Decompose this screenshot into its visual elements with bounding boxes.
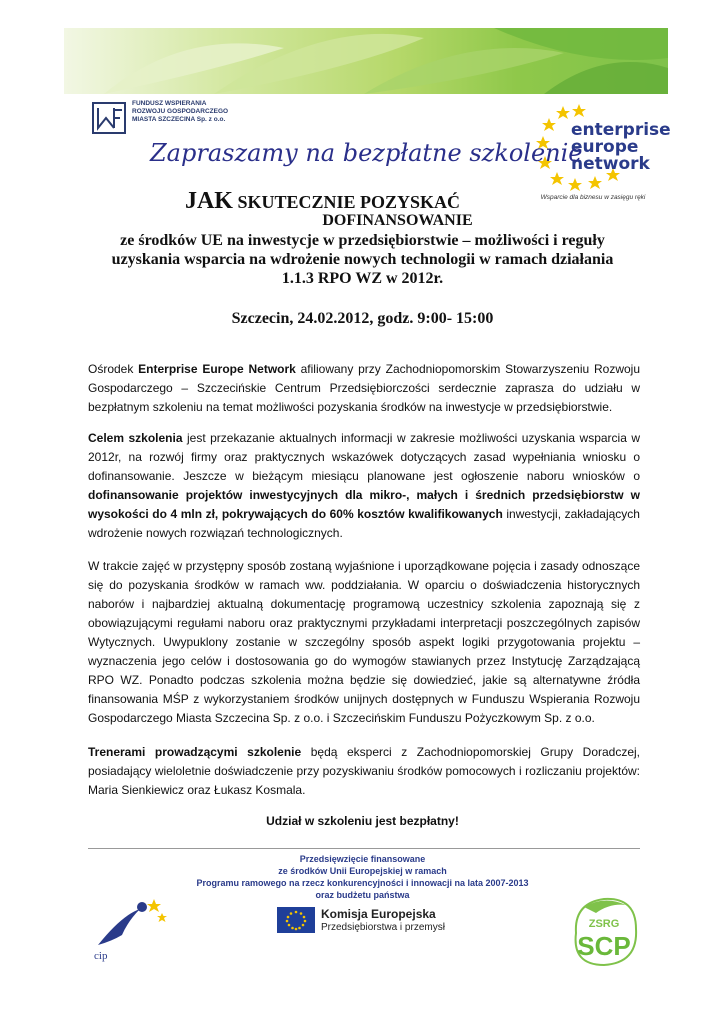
title-line-3: ze środków UE na inwestycje w przedsiębiorstwie – możliwości i reguły	[120, 232, 605, 249]
paragraph-goal	[88, 429, 640, 543]
funding-line-4: oraz budżetu państwa	[315, 890, 410, 900]
title-line-2: DOFINANSOWANIE	[322, 212, 473, 229]
ke-name: Komisja Europejska	[321, 907, 436, 921]
cip-label: cip	[94, 950, 108, 962]
p1-b: Enterprise Europe Network	[138, 362, 296, 376]
funding-line-3: Programu ramowego na rzecz konkurencyjności i innowacji na lata 2007-2013	[196, 878, 529, 888]
p2-c: dofinansowanie projektów inwestycyjnych dla mikro-, małych i średnich przedsiębiorstw w wysokości do 4 mln zł, pokrywających do 60% kosztów kwalifikowanych	[88, 488, 640, 521]
funding-line-2: ze środków Unii Europejskiej w ramach	[278, 866, 447, 876]
paragraph-intro	[88, 360, 640, 417]
cip-logo	[92, 895, 172, 965]
ke-subtitle: Przedsiębiorstwa i przemysł	[321, 922, 445, 933]
title-line-1-rest: SKUTECZNIE POZYSKAĆ	[232, 192, 461, 212]
cip-figure-icon	[92, 895, 172, 965]
fundusz-line-2: ROZWOJU GOSPODARCZEGO	[132, 108, 229, 115]
title-line-4: uzyskania wsparcia na wdrożenie nowych technologii w ramach działania	[111, 251, 614, 268]
zsrg-scp-icon	[566, 893, 642, 969]
scp-label: SCP	[577, 931, 631, 961]
leaf-pattern	[64, 28, 668, 94]
ke-logo	[277, 907, 477, 937]
invite-heading: Zapraszamy na bezpłatne szkolenie	[150, 139, 583, 167]
funding-line-1: Przedsięwzięcie finansowane	[299, 854, 426, 864]
zsrg-label: ZSRG	[588, 918, 620, 930]
paragraph-trainers	[88, 743, 640, 800]
paragraph-details: W trakcie zajęć w przystępny sposób zostaną wyjaśnione i uporządkowane pojęcia i zasady odnoszące się do pozyskania środków w ramach ww. poddziałania. W oparciu o doświadczenia historycznych naborów i najbardziej aktualną dokumentację programową uczestnicy szkolenia zapoznają się z obowiązującymi regułami naboru oraz praktycznymi przykładami interpretacji poszczególnych zapisów Wytycznych. Uwypuklony zostanie w szczególny sposób aspekt logiki przygotowania projektu – wyznaczenia jego celów i dostosowania go do wymogów stawianych przez Instytucję Zarządzającą RPO WZ. Ponadto podczas szkolenia można będzie się dowiedzieć, jakie są alternatywne źródła finansowania MŚP z wykorzystaniem środków unijnych dostępnych w Funduszu Wspierania Rozwoju Gospodarczego Miasta Szczecina Sp. z o.o. i Szczecińskim Funduszu Pożyczkowym Sp. z o.o.	[88, 559, 640, 725]
p4-b: będą eksperci z Zachodniopomorskiej Grupy Doradczej, posiadający wieloletnie doświadczenie przy pozyskiwaniu środków pomocowych i rozliczaniu projektów: Maria Sienkiewicz oraz Łukasz Kosmala.	[88, 745, 641, 797]
een-tagline: Wsparcie dla biznesu w zasięgu ręki	[540, 194, 646, 201]
eu-flag-icon	[277, 907, 315, 933]
p2-a: Celem szkolenia	[88, 431, 183, 445]
event-date: Szczecin, 24.02.2012, godz. 9:00- 15:00	[231, 310, 494, 327]
header-banner	[64, 28, 668, 94]
een-line-1: enterprise	[571, 120, 671, 140]
footer-divider	[88, 848, 640, 849]
zsrg-scp-logo	[566, 893, 642, 969]
een-line-2: europe	[571, 137, 639, 157]
p1-a: Ośrodek	[88, 362, 139, 376]
p2-d: inwestycji, zakładających wdrożenie nowych rozwiązań technologicznych.	[88, 507, 640, 540]
title-line-5: 1.1.3 RPO WZ w 2012r.	[281, 270, 444, 287]
free-note: Udział w szkoleniu jest bezpłatny!	[266, 814, 459, 828]
p1-c: afiliowany przy Zachodniopomorskim Stowarzyszeniu Rozwoju Gospodarczego – Szczecińskie Centrum Przedsiębiorczości serdecznie zaprasza do udziału w bezpłatnym szkoleniu na temat możliwości pozyskania środków na inwestycje w przedsiębiorstwie.	[88, 362, 640, 414]
title-jak: JAK	[184, 188, 233, 214]
p4-a: Trenerami prowadzącymi szkolenie	[88, 745, 302, 759]
fundusz-line-3: MIASTA SZCZECINA Sp. z o.o.	[132, 116, 226, 123]
een-line-3: network	[571, 154, 650, 174]
p2-b: jest przekazanie aktualnych informacji w zakresie możliwości uzyskania wsparcia w 2012r, na rozwój firmy oraz praktycznych wskazówek dotyczących zasad wypełniania wniosku o dofinansowanie. Jeszcze w bieżącym miesiącu planowane jest ogłoszenie naboru wniosków o	[88, 431, 641, 483]
fundusz-line-1: FUNDUSZ WSPIERANIA	[132, 100, 207, 107]
title-line-1	[0, 188, 685, 215]
fundusz-logo	[92, 100, 272, 140]
fundusz-logo-icon	[92, 102, 126, 134]
